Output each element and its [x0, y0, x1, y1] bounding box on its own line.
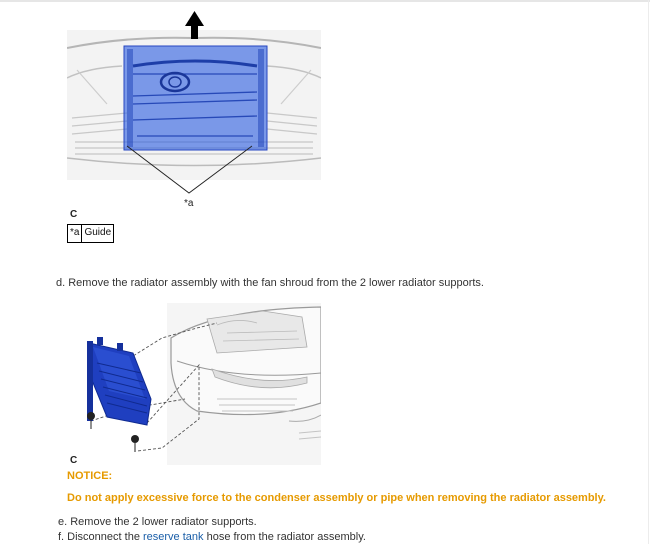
legend-key: *a	[68, 225, 82, 242]
callout-label: *a	[184, 198, 194, 209]
legend-value: Guide	[84, 227, 112, 238]
step-f	[58, 531, 366, 543]
figure-code-2: C	[70, 455, 78, 466]
figure-radiator-removal	[67, 303, 321, 465]
figure-code-1: C	[70, 209, 78, 220]
step-f-prefix: f. Disconnect the	[58, 531, 143, 543]
top-divider	[0, 0, 650, 2]
legend-table	[67, 224, 114, 243]
figure-guide-illustration	[67, 8, 321, 218]
notice-text: Do not apply excessive force to the condenser assembly or pipe when removing the radiator assembly.	[67, 492, 606, 504]
step-d: d. Remove the radiator assembly with the fan shroud from the 2 lower radiator supports.	[56, 277, 484, 289]
step-f-suffix: hose from the radiator assembly.	[203, 531, 366, 543]
radiator-assembly-illustration	[87, 337, 151, 425]
right-scrollbar-track[interactable]	[648, 0, 649, 544]
guide-highlight-blue	[124, 46, 267, 150]
notice-title: NOTICE:	[67, 470, 113, 482]
reserve-tank-link[interactable]: reserve tank	[143, 531, 204, 543]
step-e: e. Remove the 2 lower radiator supports.	[58, 516, 257, 528]
